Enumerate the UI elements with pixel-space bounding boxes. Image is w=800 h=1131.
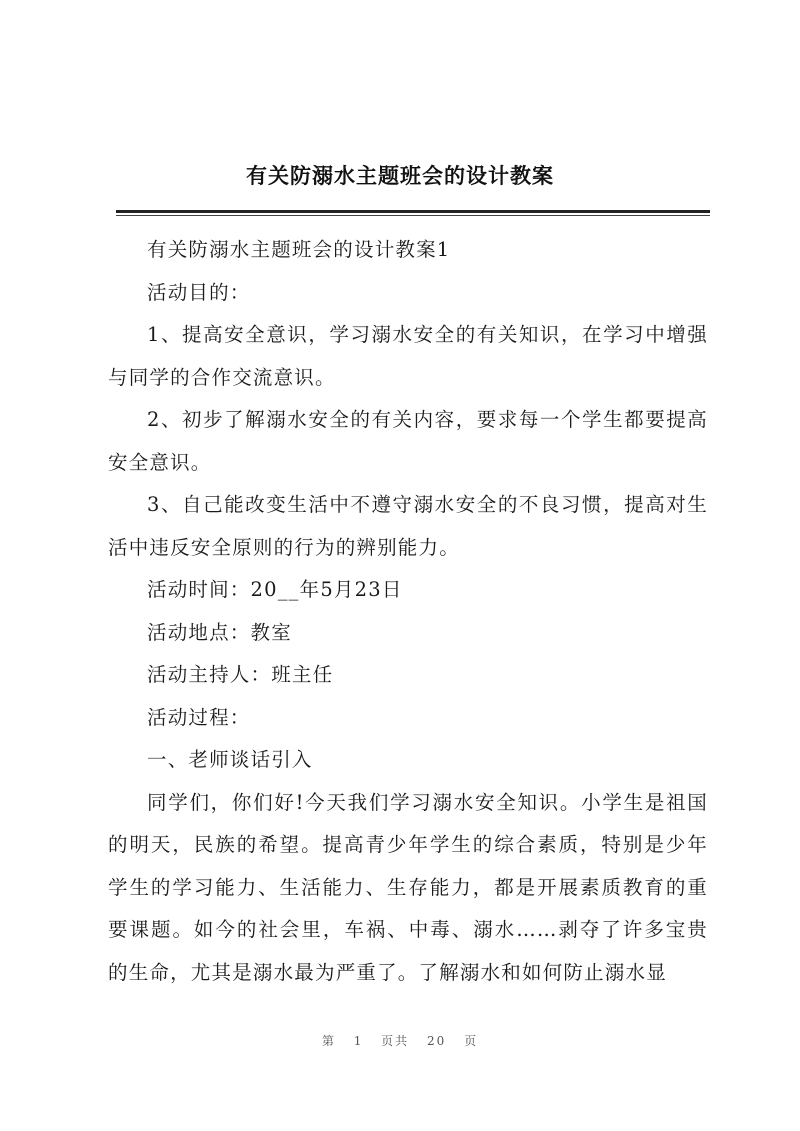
footer-prefix: 第 (321, 1034, 336, 1048)
document-body (108, 229, 708, 994)
document-title: 有关防溺水主题班会的设计教案 (246, 164, 554, 188)
section-heading: 有关防溺水主题班会的设计教案1 (147, 238, 451, 261)
title-divider (116, 210, 710, 213)
paragraph: 活动时间：20__年5月23日 (147, 578, 403, 601)
paragraph: 活动目的： (147, 280, 251, 304)
total-pages-number: 20 (427, 1034, 447, 1048)
paragraph: 2、初步了解溺水安全的有关内容，要求每一个学生都要提高安全意识。 (108, 408, 708, 474)
footer-mid: 页共 (381, 1034, 410, 1048)
paragraph: 1、提高安全意识，学习溺水安全的有关知识，在学习中增强与同学的合作交流意识。 (108, 323, 708, 389)
paragraph: 活动主持人：班主任 (147, 663, 334, 686)
footer-suffix: 页 (464, 1034, 479, 1048)
paragraph: 活动过程： (147, 705, 251, 729)
paragraph: 3、自己能改变生活中不遵守溺水安全的不良习惯，提高对生活中违反安全原则的行为的辨别能力。 (108, 493, 708, 559)
paragraph: 同学们，你们好!今天我们学习溺水安全知识。小学生是祖国的明天，民族的希望。提高青少年学生的综合素质，特别是少年学生的学习能力、生活能力、生存能力，都是开展素质教育的重要课题。如今的社会里，车祸、中毒、溺水……剥夺了许多宝贵的生命，尤其是溺水最为严重了。了解溺水和如何防止溺水显 (108, 790, 708, 984)
paragraph: 一、老师谈话引入 (147, 748, 313, 771)
paragraph: 活动地点：教室 (147, 620, 292, 644)
page-footer (0, 1032, 800, 1049)
title-divider-thin (116, 215, 710, 216)
current-page-number: 1 (353, 1034, 364, 1048)
